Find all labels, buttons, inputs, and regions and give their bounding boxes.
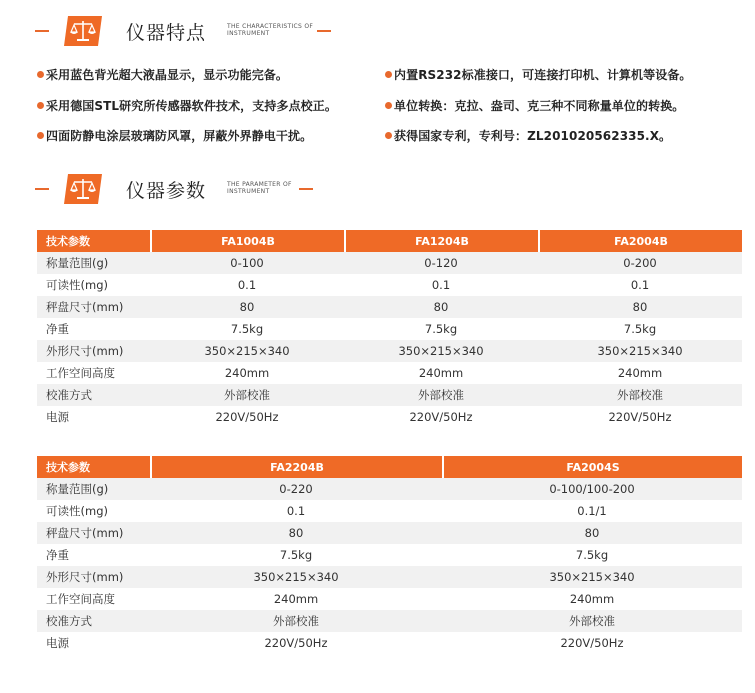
table-row: [37, 500, 742, 522]
table-cell: 7.5kg: [442, 544, 742, 566]
table-cell: 240mm: [442, 588, 742, 610]
table-cell: 净重: [37, 318, 150, 340]
table-cell: 电源: [37, 406, 150, 428]
table-cell: 350×215×340: [150, 566, 442, 588]
table-header-row: [37, 456, 742, 478]
header-cell: 技术参数: [37, 230, 150, 252]
table-cell: 350×215×340: [538, 340, 742, 362]
table-cell: 7.5kg: [538, 318, 742, 340]
table-cell: 0-200: [538, 252, 742, 274]
feature-item: 四面防静电涂层玻璃防风罩，屏蔽外界静电干扰。: [37, 127, 312, 144]
table-cell: 校准方式: [37, 610, 150, 632]
table-cell: 7.5kg: [344, 318, 538, 340]
section-subtitle: THE PARAMETER OF INSTRUMENT: [227, 181, 292, 195]
scale-icon: [62, 14, 106, 48]
table-header-row: [37, 230, 742, 252]
table-cell: 0.1: [344, 274, 538, 296]
table-row: [37, 296, 742, 318]
table-cell: 350×215×340: [150, 340, 344, 362]
header-dash-right: [317, 30, 331, 32]
spec-table-2: [37, 456, 742, 654]
feature-item: 单位转换：克拉、盎司、克三种不同称量单位的转换。: [385, 97, 684, 114]
table-cell: 0-120: [344, 252, 538, 274]
scale-icon: [62, 172, 106, 206]
table-cell: 80: [150, 522, 442, 544]
table-cell: 240mm: [538, 362, 742, 384]
table-cell: 秤盘尺寸(mm): [37, 296, 150, 318]
table-cell: 称量范围(g): [37, 478, 150, 500]
table-cell: 350×215×340: [442, 566, 742, 588]
table-cell: 80: [344, 296, 538, 318]
feature-item: 获得国家专利，专利号：ZL201020562335.X。: [385, 127, 671, 144]
header-cell: FA2204B: [150, 456, 442, 478]
table-cell: 220V/50Hz: [150, 406, 344, 428]
table-cell: 可读性(mg): [37, 274, 150, 296]
table-cell: 240mm: [150, 362, 344, 384]
table-cell: 电源: [37, 632, 150, 654]
table-cell: 外部校准: [344, 384, 538, 406]
table-row: [37, 384, 742, 406]
header-dash-left: [35, 30, 49, 32]
table-row: [37, 610, 742, 632]
header-cell: FA1204B: [344, 230, 538, 252]
table-cell: 0-100: [150, 252, 344, 274]
bullet-dot-icon: [37, 71, 44, 78]
table-cell: 80: [150, 296, 344, 318]
bullet-dot-icon: [385, 71, 392, 78]
table-row: [37, 340, 742, 362]
table-cell: 外部校准: [150, 384, 344, 406]
table-cell: 220V/50Hz: [150, 632, 442, 654]
header-cell: FA2004S: [442, 456, 742, 478]
table-cell: 220V/50Hz: [538, 406, 742, 428]
section-title: 仪器参数: [126, 180, 207, 202]
table-row: [37, 362, 742, 384]
table-cell: 外部校准: [538, 384, 742, 406]
table-cell: 80: [442, 522, 742, 544]
table-row: [37, 632, 742, 654]
table-cell: 校准方式: [37, 384, 150, 406]
table-cell: 净重: [37, 544, 150, 566]
table-cell: 0.1: [150, 500, 442, 522]
table-cell: 0.1: [150, 274, 344, 296]
table-row: [37, 588, 742, 610]
bullet-dot-icon: [385, 132, 392, 139]
table-cell: 80: [538, 296, 742, 318]
table-row: [37, 544, 742, 566]
table-cell: 工作空间高度: [37, 362, 150, 384]
table-cell: 220V/50Hz: [442, 632, 742, 654]
table-cell: 可读性(mg): [37, 500, 150, 522]
table-cell: 外形尺寸(mm): [37, 340, 150, 362]
table-row: [37, 478, 742, 500]
table-row: [37, 522, 742, 544]
feature-item: 内置RS232标准接口，可连接打印机、计算机等设备。: [385, 66, 692, 83]
bullet-dot-icon: [385, 102, 392, 109]
table-cell: 称量范围(g): [37, 252, 150, 274]
table-cell: 外部校准: [150, 610, 442, 632]
feature-item: 采用德国STL研究所传感器软件技术，支持多点校正。: [37, 97, 337, 114]
table-cell: 外部校准: [442, 610, 742, 632]
table-cell: 240mm: [344, 362, 538, 384]
table-cell: 240mm: [150, 588, 442, 610]
section-subtitle: THE CHARACTERISTICS OF INSTRUMENT: [227, 23, 314, 37]
table-cell: 0.1: [538, 274, 742, 296]
table-cell: 0-100/100-200: [442, 478, 742, 500]
table-cell: 0-220: [150, 478, 442, 500]
table-cell: 工作空间高度: [37, 588, 150, 610]
header-dash-left: [35, 188, 49, 190]
section-title: 仪器特点: [126, 22, 207, 44]
table-row: [37, 252, 742, 274]
table-cell: 7.5kg: [150, 318, 344, 340]
table-cell: 0.1/1: [442, 500, 742, 522]
header-cell: 技术参数: [37, 456, 150, 478]
header-cell: FA2004B: [538, 230, 742, 252]
section-header-characteristics: [35, 14, 335, 48]
spec-table-1: [37, 230, 742, 428]
table-row: [37, 566, 742, 588]
table-row: [37, 406, 742, 428]
bullet-dot-icon: [37, 102, 44, 109]
header-dash-right: [299, 188, 313, 190]
table-cell: 220V/50Hz: [344, 406, 538, 428]
table-row: [37, 318, 742, 340]
table-cell: 7.5kg: [150, 544, 442, 566]
section-header-parameters: [35, 172, 325, 206]
table-row: [37, 274, 742, 296]
feature-item: 采用蓝色背光超大液晶显示，显示功能完备。: [37, 66, 288, 83]
table-cell: 350×215×340: [344, 340, 538, 362]
bullet-dot-icon: [37, 132, 44, 139]
table-cell: 外形尺寸(mm): [37, 566, 150, 588]
table-cell: 秤盘尺寸(mm): [37, 522, 150, 544]
header-cell: FA1004B: [150, 230, 344, 252]
